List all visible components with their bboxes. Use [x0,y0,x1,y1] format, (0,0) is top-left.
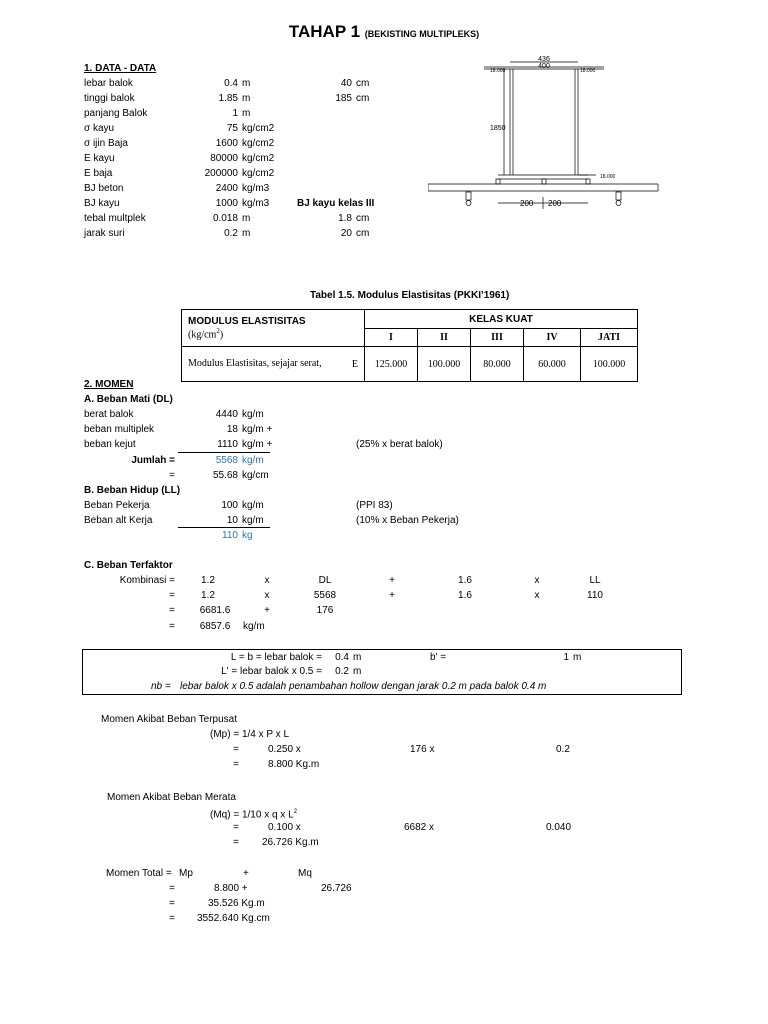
tf-cell: 1.6 [458,590,472,601]
box-l2-label: L' = lebar balok x 0.5 = [221,666,322,677]
class-header-i: I [365,329,418,347]
mq-eq-2: = [233,837,239,848]
tf-r4-unit: kg/m [243,621,265,632]
data-value: 0.2 [224,228,238,239]
box-l2-value: 0.2 [335,666,349,677]
dim-height: 1850 [490,125,506,132]
tf-eq: = [169,590,175,601]
ll-label: Beban Pekerja [84,500,150,511]
tf-r3-b: + [264,605,270,616]
tf-cell: x [264,575,270,586]
data-unit: m [242,108,251,119]
tf-cell: x [264,590,270,601]
tf-kombinasi-label: Kombinasi = [119,575,175,586]
mp-eq-1: = [233,744,239,755]
mt-eq-2: = [169,898,175,909]
data-unit: kg/cm2 [242,138,275,149]
data-unit: kg/cm2 [242,168,275,179]
dl-value: 4440 [215,409,238,420]
data-note: BJ kayu kelas III [297,198,375,209]
modulus-row-text: Modulus Elastisitas, sejajar serat, [188,358,322,369]
modulus-header-cell [182,310,365,347]
modulus-header: MODULUS ELASTISITAS [188,316,306,327]
ll-unit: kg/m [242,515,264,526]
dl-label: beban multiplek [84,424,155,435]
data-label: tebal multplek [84,213,146,224]
dl-unit: kg/m + [242,424,273,435]
modulus-value-jati: 100.000 [581,347,638,382]
data-label: tinggi balok [84,93,135,104]
mp-heading: Momen Akibat Beban Terpusat [101,714,238,725]
box-l2-unit: m [353,666,362,677]
ll-note: (10% x Beban Pekerja) [356,515,459,526]
section-data-heading: 1. DATA - DATA [84,63,157,74]
data-unit: m [242,228,251,239]
tf-cell: 1.2 [201,575,215,586]
data-value: 200000 [204,168,238,179]
dl-heading: A. Beban Mati (DL) [84,394,173,405]
mt-r1-a: 8.800 + [214,883,248,894]
box-b-label: b' = [430,652,447,663]
kelas-kuat-header: KELAS KUAT [365,310,638,329]
data-value: 75 [226,123,238,134]
box-b-unit: m [573,652,582,663]
tf-cell: 110 [587,590,603,601]
data-unit2: cm [356,228,370,239]
data-label: E baja [84,168,113,179]
dl-jumlah-unit: kg/m [242,455,264,466]
ll-sum-line [178,527,270,528]
dl-label: berat balok [84,409,134,420]
tf-cell: LL [589,575,601,586]
mp-formula: (Mp) = 1/4 x P x L [210,729,290,740]
dl-label: beban kejut [84,439,136,450]
dl-value: 18 [226,424,238,435]
ll-heading: B. Beban Hidup (LL) [84,485,181,496]
dim-top-400: 400 [538,63,550,70]
dl-sum-line [178,452,270,453]
data-value: 80000 [210,153,238,164]
ll-label: Beban alt Kerja [84,515,153,526]
class-header-ii: II [418,329,471,347]
dl-jumlah-value: 5568 [215,455,238,466]
modulus-value-ii: 100.000 [418,347,471,382]
tf-cell: x [534,590,540,601]
dl-unit: kg/m [242,409,264,420]
data-label: jarak suri [84,228,125,239]
dim-base: 18.000 [600,174,616,180]
ll-note: (PPI 83) [356,500,393,511]
data-value2: 185 [335,93,352,104]
ll-total-unit: kg [242,530,253,541]
tf-cell: 1.6 [458,575,472,586]
tf-r4-value: 6857.6 [199,621,231,632]
modulus-row-label [182,347,365,382]
data-unit: kg/cm2 [242,123,275,134]
tf-cell: 1.2 [201,590,215,601]
ll-value: 100 [221,500,238,511]
data-value: 2400 [215,183,238,194]
class-header-jati: JATI [581,329,638,347]
data-unit: kg/cm2 [242,153,275,164]
tf-heading: C. Beban Terfaktor [84,560,173,571]
ll-value: 10 [226,515,238,526]
dim-top-436: 436 [538,56,550,63]
table-caption: Tabel 1.5. Modulus Elastisitas (PKKI’1961) [310,290,510,301]
data-value: 1000 [215,198,238,209]
dl-note: (25% x berat balok) [356,439,443,450]
tf-eq-3: = [169,605,175,616]
mt-r3: 3552.640 Kg.cm [197,913,270,924]
mq-r2: 26.726 Kg.m [262,837,319,848]
data-label: σ ijin Baja [84,138,128,149]
tf-r3-a: 6681.6 [199,605,231,616]
box-nb-text: lebar balok x 0.5 adalah penambahan hollow dengan jarak 0.2 m pada balok 0.4 m [180,681,547,692]
tf-cell: DL [318,575,332,586]
tf-eq-4: = [169,621,175,632]
dim-right-200: 200 [548,199,562,208]
mt-mp: Mp [179,868,193,879]
dim-left-top: 18.000 [490,68,506,74]
data-unit2: cm [356,93,370,104]
box-l1-label: L = b = lebar balok = [230,652,322,663]
mt-r1-b: 26.726 [321,883,352,894]
mq-r1-b: 6682 x [404,822,435,833]
mp-r1-a: 0.250 x [268,744,301,755]
mp-r2: 8.800 Kg.m [268,759,320,770]
data-label: panjang Balok [84,108,148,119]
page-title: TAHAP 1 (BEKISTING MULTIPLEKS) [288,22,480,41]
data-value: 1600 [215,138,238,149]
mt-eq-1: = [169,883,175,894]
modulus-value-i: 125.000 [365,347,418,382]
ll-total-value: 110 [222,530,238,541]
box-nb-label: nb = [151,681,171,692]
ll-unit: kg/m [242,500,264,511]
data-unit: m [242,93,251,104]
data-label: BJ kayu [84,198,120,209]
mq-formula: (Mq) = 1/10 x q x $L^2$ [210,809,297,821]
data-unit: kg/m3 [242,183,270,194]
modulus-table [181,309,638,382]
modulus-value-iii: 80.000 [471,347,524,382]
mt-mq: Mq [298,868,312,879]
modulus-symbol: E [351,359,358,370]
section-momen-heading: 2. MOMEN [84,379,134,390]
data-unit: m [242,78,251,89]
mt-r2: 35.526 Kg.m [208,898,265,909]
data-label: lebar balok [84,78,133,89]
dl-value: 1110 [217,439,238,450]
data-unit: kg/m3 [242,198,270,209]
dl-eq: = [169,470,175,481]
box-l1-unit: m [353,652,362,663]
tf-cell: 5568 [313,590,337,601]
dl-conv-unit: kg/cm [242,470,269,481]
data-value2: 1.8 [338,213,352,224]
data-unit: m [242,213,251,224]
mp-r1-b: 176 x [410,744,435,755]
tf-cell: + [389,575,395,586]
data-unit2: cm [356,78,370,89]
modulus-value-iv: 60.000 [524,347,581,382]
data-value2: 20 [340,228,352,239]
data-value2: 40 [340,78,352,89]
dl-jumlah-label: Jumlah = [131,455,175,466]
data-label: E kayu [84,153,115,164]
tf-r3-c: 176 [316,605,334,616]
box-l1-value: 0.4 [335,652,349,663]
definition-box [82,649,682,695]
data-value: 1 [232,108,238,119]
box-b-value: 1 [563,652,569,663]
dl-unit: kg/m + [242,439,273,450]
dim-right-top: 18.000 [580,68,596,74]
mp-eq-2: = [233,759,239,770]
dim-left-200: 200 [520,199,534,208]
mq-r1-a: 0.100 x [268,822,301,833]
mt-label: Momen Total = [106,868,172,879]
data-label: BJ beton [84,183,124,194]
mq-r1-c: 0.040 [546,822,572,833]
data-value: 0.018 [212,213,238,224]
data-unit2: cm [356,213,370,224]
mp-r1-c: 0.2 [556,744,570,755]
modulus-unit: $(kg/cm^2)$ [188,327,224,341]
class-header-iv: IV [524,329,581,347]
data-label: σ kayu [84,123,115,134]
tf-cell: x [534,575,540,586]
beam-formwork-diagram [428,55,660,215]
class-header-iii: III [471,329,524,347]
data-value: 1.85 [218,93,238,104]
mq-heading: Momen Akibat Beban Merata [107,792,236,803]
page-subtitle: (BEKISTING MULTIPLEKS) [364,29,480,39]
dl-conv-value: 55.68 [212,470,238,481]
mt-eq-3: = [169,913,175,924]
mt-plus: + [243,868,249,879]
data-value: 0.4 [224,78,238,89]
mq-eq-1: = [233,822,239,833]
tf-cell: + [389,590,395,601]
